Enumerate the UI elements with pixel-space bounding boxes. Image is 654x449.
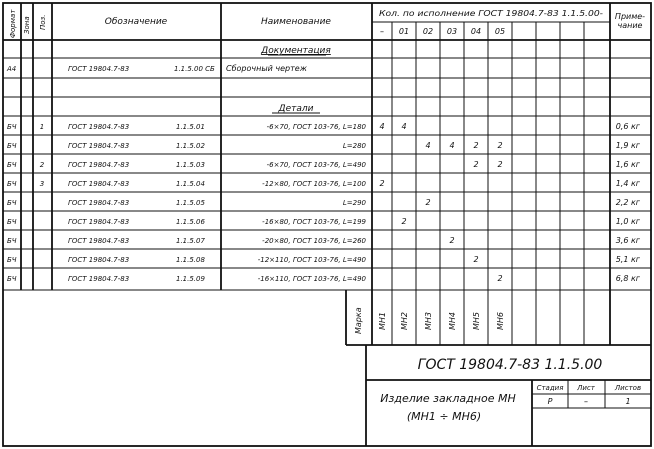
row-name: -16×80, ГОСТ 103-76, L=199 xyxy=(262,218,366,226)
row-format: БЧ xyxy=(7,237,17,245)
row-gost: ГОСТ 19804.7-83 xyxy=(68,256,130,264)
row-format: БЧ xyxy=(7,142,17,150)
product-name-line2: (МН1 ÷ МН6) xyxy=(406,410,482,423)
header-name: Наименование xyxy=(261,17,331,27)
table-row xyxy=(7,217,641,226)
row-name: -12×80, ГОСТ 103-76, L=100 xyxy=(262,180,366,188)
row-name: -20×80, ГОСТ 103-76, L=260 xyxy=(262,237,366,245)
row-name: L=290 xyxy=(342,199,366,207)
header-pos: Поз. xyxy=(39,14,47,30)
product-name-line1: Изделие закладное МН xyxy=(380,392,516,405)
table-row xyxy=(7,236,641,245)
row-note: 0,6 кг xyxy=(615,122,640,131)
exec-col-3: 03 xyxy=(446,27,458,36)
doc-gost: ГОСТ 19804.7-83 xyxy=(68,65,130,73)
row-code: 1.1.5.03 xyxy=(176,161,205,169)
sheet-value: – xyxy=(584,397,588,406)
row-qty-exec-0: 4 xyxy=(379,122,385,131)
row-name: -12×110, ГОСТ 103-76, L=490 xyxy=(257,256,366,264)
row-qty-exec-5: 2 xyxy=(497,160,503,169)
row-gost: ГОСТ 19804.7-83 xyxy=(68,218,130,226)
row-qty-exec-2: 2 xyxy=(425,198,431,207)
parts-rows xyxy=(7,122,641,283)
row-qty-exec-5: 2 xyxy=(497,274,503,283)
row-qty-exec-4: 2 xyxy=(473,141,479,150)
row-gost: ГОСТ 19804.7-83 xyxy=(68,237,130,245)
row-code: 1.1.5.04 xyxy=(176,180,205,188)
row-gost: ГОСТ 19804.7-83 xyxy=(68,180,130,188)
sheet-label: Лист xyxy=(577,384,595,392)
row-qty-exec-0: 2 xyxy=(379,179,385,188)
row-format: БЧ xyxy=(7,161,17,169)
row-code: 1.1.5.07 xyxy=(176,237,205,245)
row-code: 1.1.5.08 xyxy=(176,256,205,264)
row-code: 1.1.5.09 xyxy=(176,275,205,283)
row-note: 1,0 кг xyxy=(615,217,640,226)
row-qty-exec-3: 2 xyxy=(449,236,455,245)
table-row xyxy=(7,255,641,264)
row-format: БЧ xyxy=(7,180,17,188)
exec-col-2: 02 xyxy=(422,27,434,36)
row-code: 1.1.5.01 xyxy=(176,123,205,131)
row-format: БЧ xyxy=(7,123,17,131)
exec-col-5: 05 xyxy=(494,27,506,36)
row-pos: 3 xyxy=(39,180,45,188)
doc-code: 1.1.5.00 СБ xyxy=(174,65,215,73)
marks-row xyxy=(354,307,505,334)
header-note-line1: Приме- xyxy=(614,12,646,21)
marks-label: Марка xyxy=(354,307,363,334)
stage-label: Стадия xyxy=(536,384,564,392)
row-code: 1.1.5.02 xyxy=(176,142,205,150)
mark-6: МН6 xyxy=(496,311,505,330)
table-row xyxy=(7,160,641,169)
row-name: L=280 xyxy=(342,142,366,150)
table-row xyxy=(7,141,641,150)
mark-2: МН2 xyxy=(400,311,409,330)
doc-format: А4 xyxy=(7,65,17,73)
row-qty-exec-4: 2 xyxy=(473,160,479,169)
title-block xyxy=(380,357,641,423)
row-note: 1,6 кг xyxy=(615,160,640,169)
exec-col-1: 01 xyxy=(398,27,410,36)
doc-number: ГОСТ 19804.7-83 1.1.5.00 xyxy=(417,357,603,373)
table-row xyxy=(7,274,641,283)
row-name: -6×70, ГОСТ 103-76, L=490 xyxy=(266,161,366,169)
row-note: 3,6 кг xyxy=(615,236,640,245)
header-note-line2: чание xyxy=(617,21,643,30)
row-gost: ГОСТ 19804.7-83 xyxy=(68,161,130,169)
table-row xyxy=(7,198,641,207)
doc-name: Сборочный чертеж xyxy=(226,64,307,73)
row-name: -16×110, ГОСТ 103-76, L=490 xyxy=(257,275,366,283)
mark-1: МН1 xyxy=(378,311,387,330)
row-gost: ГОСТ 19804.7-83 xyxy=(68,199,130,207)
table-row xyxy=(7,122,641,131)
row-qty-exec-1: 2 xyxy=(401,217,407,226)
row-qty-exec-4: 2 xyxy=(473,255,479,264)
row-gost: ГОСТ 19804.7-83 xyxy=(68,275,130,283)
section-parts: Детали xyxy=(278,104,314,114)
row-code: 1.1.5.05 xyxy=(176,199,205,207)
sheets-label: Листов xyxy=(614,384,642,392)
exec-col-0: – xyxy=(380,27,384,36)
stage-value: Р xyxy=(547,397,553,406)
row-format: БЧ xyxy=(7,218,17,226)
row-note: 5,1 кг xyxy=(615,255,640,264)
mark-4: МН4 xyxy=(448,311,457,330)
exec-col-4: 04 xyxy=(470,27,482,36)
row-pos: 1 xyxy=(39,123,45,131)
row-note: 1,4 кг xyxy=(615,179,640,188)
mark-5: МН5 xyxy=(472,311,481,330)
row-code: 1.1.5.06 xyxy=(176,218,205,226)
row-note: 6,8 кг xyxy=(615,274,640,283)
section-documentation: Документация xyxy=(261,46,331,56)
header-format: Формат xyxy=(9,9,17,38)
table-header xyxy=(9,9,645,38)
row-pos: 2 xyxy=(39,161,45,169)
row-gost: ГОСТ 19804.7-83 xyxy=(68,123,130,131)
mark-3: МН3 xyxy=(424,311,433,330)
row-gost: ГОСТ 19804.7-83 xyxy=(68,142,130,150)
row-format: БЧ xyxy=(7,256,17,264)
row-format: БЧ xyxy=(7,275,17,283)
row-qty-exec-3: 4 xyxy=(449,141,455,150)
header-designation: Обозначение xyxy=(104,17,168,27)
sheets-value: 1 xyxy=(625,397,631,406)
row-qty-exec-2: 4 xyxy=(425,141,431,150)
row-qty-exec-5: 2 xyxy=(497,141,503,150)
row-note: 1,9 кг xyxy=(615,141,640,150)
row-qty-exec-1: 4 xyxy=(401,122,407,131)
header-zone: Зона xyxy=(23,16,31,34)
header-qty-title: Кол. по исполнение ГОСТ 19804.7-83 1.1.5.00- xyxy=(379,9,604,18)
row-note: 2,2 кг xyxy=(615,198,640,207)
row-name: -6×70, ГОСТ 103-76, L=180 xyxy=(266,123,366,131)
table-row xyxy=(7,179,641,188)
row-format: БЧ xyxy=(7,199,17,207)
